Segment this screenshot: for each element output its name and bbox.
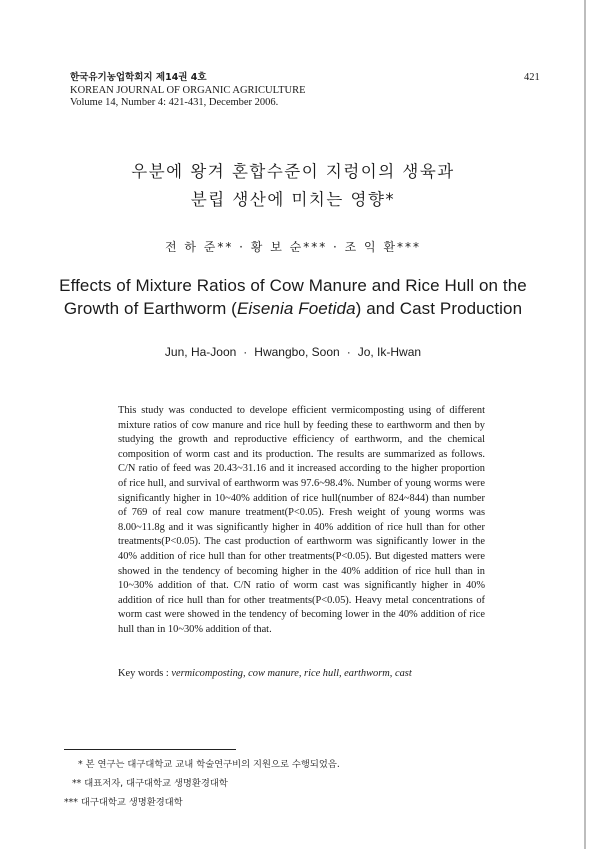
keywords-label: Key words :: [118, 668, 169, 679]
title-english-line2: [0, 297, 586, 320]
author-2: Hwangbo, Soon: [254, 345, 340, 359]
footnotes: [64, 755, 340, 812]
title-english: [0, 274, 586, 320]
author-separator: ·: [346, 345, 351, 359]
keywords-list: vermicomposting, cow manure, rice hull, earthworm, cast: [171, 668, 412, 679]
species-name: Eisenia Foetida: [236, 299, 356, 318]
title-english-line2-end: ) and Cast Production: [355, 299, 523, 318]
footnote-divider: [64, 749, 236, 750]
journal-volume: Volume 14, Number 4: 421-431, December 2006.: [70, 97, 279, 108]
author-separator: ·: [243, 345, 248, 359]
authors-korean: 전 하 준** · 황 보 순*** · 조 익 환***: [164, 240, 422, 254]
journal-header: [70, 72, 306, 110]
footnote-corresponding-author: ** 대표저자, 대구대학교 생명환경대학: [72, 778, 228, 789]
author-1: Jun, Ha-Joon: [164, 345, 237, 359]
title-english-line1: Effects of Mixture Ratios of Cow Manure and Rice Hull on the: [59, 276, 527, 295]
abstract: This study was conducted to develope efficient vermicomposting using of different mixture ratios of cow manure and rice hull by feeding these to earthworm and then by studying the growth and reproductive efficiency of earthworm, and the chemical composition of worm cast and its production. The results are summarized as follows. C/N ratio of feed was 20.43~31.16 and it increased according to the higher proportion of rice hull, and survival of earthworm was 97.6~98.4%. Number of young worms were significantly higher in 10~40% addition of rice hull(number of 824~844) than number of 769 of real cow manure treatment(P<0.05). Fresh weight of young worms was 8.00~11.8g and it was significantly higher in 40% addition of rice hull than for other treatments(P<0.05). The cast production of earthworm was significantly lower in the 40% addition of rice hull than for other treatments(P<0.05). But digested matters were showed in the tendency of becoming higher in the 40% addition of rice hull than in 10~30% addition of that. C/N ratio of worm cast was significantly higher in 40% addition of rice hull than for other treatments(P<0.05). Heavy metal concentrations of worm cast were showed in the tendency of becoming lower in the 40% addition of rice hull than in 10~30% addition of that.: [118, 405, 485, 635]
keywords: [118, 668, 412, 679]
journal-title-korean: 한국유기농업학회지 제14권 4호: [70, 72, 207, 83]
journal-title-english: KOREAN JOURNAL OF ORGANIC AGRICULTURE: [70, 84, 306, 96]
footnote-affiliation: *** 대구대학교 생명환경대학: [64, 797, 183, 808]
footnote-funding: * 본 연구는 대구대학교 교내 학술연구비의 지원으로 수행되었음.: [78, 759, 340, 770]
title-english-line2-start: Growth of Earthworm (: [63, 299, 237, 318]
author-3: Jo, Ik-Hwan: [357, 345, 422, 359]
authors-english: [0, 345, 586, 359]
title-korean-line2: 분립 생산에 미치는 영향*: [190, 190, 396, 209]
title-korean-line1: 우분에 왕겨 혼합수준이 지렁이의 생육과: [131, 162, 455, 181]
page-number: 421: [524, 72, 540, 83]
title-korean: [0, 158, 586, 214]
